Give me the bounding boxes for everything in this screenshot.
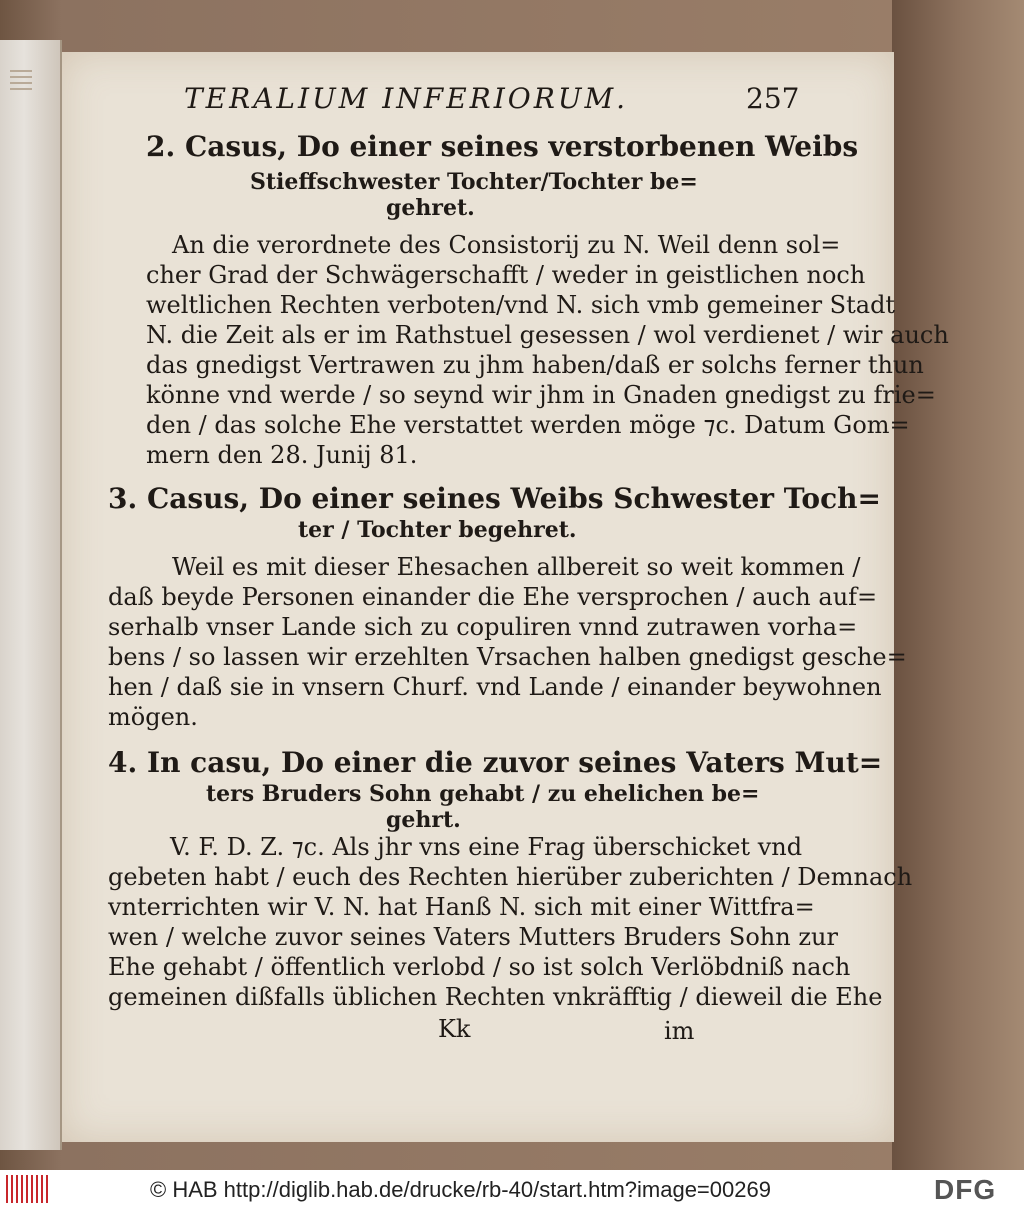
section3-heading-line1: 3. Casus, Do einer seines Weibs Schwester Toch= — [108, 482, 881, 515]
section4-line: gebeten habt / euch des Rechten hierüber zuberichten / Demnach — [108, 863, 913, 891]
barcode-icon — [6, 1175, 48, 1203]
section3-line: mögen. — [108, 703, 198, 731]
section2-heading-line1: 2. Casus, Do einer seines verstorbenen Weibs — [146, 130, 859, 163]
section2-heading-line3: gehret. — [386, 195, 475, 221]
section4-heading-line3: gehrt. — [386, 807, 461, 833]
section2-line: könne vnd werde / so seynd wir jhm in Gnaden gnedigst zu frie= — [146, 381, 936, 409]
section2-line: N. die Zeit als er im Rathstuel gesessen / wol verdienet / wir auch — [146, 321, 949, 349]
section2-line: cher Grad der Schwägerschafft / weder in geistlichen noch — [146, 261, 866, 289]
section3-line: bens / so lassen wir erzehlten Vrsachen halben gnedigst gesche= — [108, 643, 907, 671]
section2-line: An die verordnete des Consistorij zu N. Weil denn sol= — [172, 231, 841, 259]
catchword: im — [664, 1017, 695, 1045]
section4-line: wen / welche zuvor seines Vaters Mutters Bruders Sohn zur — [108, 923, 838, 951]
dfg-logo: DFG — [934, 1174, 997, 1205]
section3-line: daß beyde Personen einander die Ehe versprochen / auch auf= — [108, 583, 878, 611]
signature-mark: Kk — [438, 1015, 471, 1043]
section3-line: hen / daß sie in vnsern Churf. vnd Lande / einander beywohnen — [108, 673, 882, 701]
book-page — [62, 52, 949, 1142]
section3-line: serhalb vnser Lande sich zu copuliren vnnd zutrawen vorha= — [108, 613, 858, 641]
section4-line: Ehe gehabt / öffentlich verlobd / so ist solch Verlöbdniß nach — [108, 953, 851, 981]
section2-line: weltlichen Rechten verboten/vnd N. sich vmb gemeiner Stadt — [146, 291, 896, 319]
copyright-link[interactable]: © HAB http://diglib.hab.de/drucke/rb-40/start.htm?image=00269 — [150, 1177, 771, 1202]
section3-line: Weil es mit dieser Ehesachen allbereit so weit kommen / — [172, 553, 861, 581]
section2-line: mern den 28. Junij 81. — [146, 441, 418, 469]
viewer-footer — [0, 1170, 1024, 1209]
section4-heading-line1: 4. In casu, Do einer die zuvor seines Vaters Mut= — [108, 746, 883, 779]
section2-line: den / das solche Ehe verstattet werden möge ⁊c. Datum Gom= — [146, 411, 910, 439]
section2-line: das gnedigst Vertrawen zu jhm haben/daß er solchs ferner thun — [146, 351, 924, 379]
running-header — [184, 82, 884, 122]
section4-heading-line2: ters Bruders Sohn gehabt / zu ehelichen be= — [206, 781, 760, 807]
facing-page-edge — [0, 40, 62, 1150]
section4-line: vnterrichten wir V. N. hat Hanß N. sich mit einer Wittfra= — [108, 893, 815, 921]
page-number: 257 — [746, 82, 800, 115]
section4-line: gemeinen dißfalls üblichen Rechten vnkräfftig / dieweil die Ehe — [108, 983, 883, 1011]
book-edge-shadow — [892, 0, 1024, 1170]
section4-line: V. F. D. Z. ⁊c. Als jhr vns eine Frag überschicket vnd — [170, 833, 803, 861]
section2-heading-line2: Stieffschwester Tochter/Tochter be= — [250, 169, 698, 195]
section3-heading-line2: ter / Tochter begehret. — [298, 517, 577, 543]
running-title: TERALIUM INFERIORUM. — [184, 82, 629, 115]
